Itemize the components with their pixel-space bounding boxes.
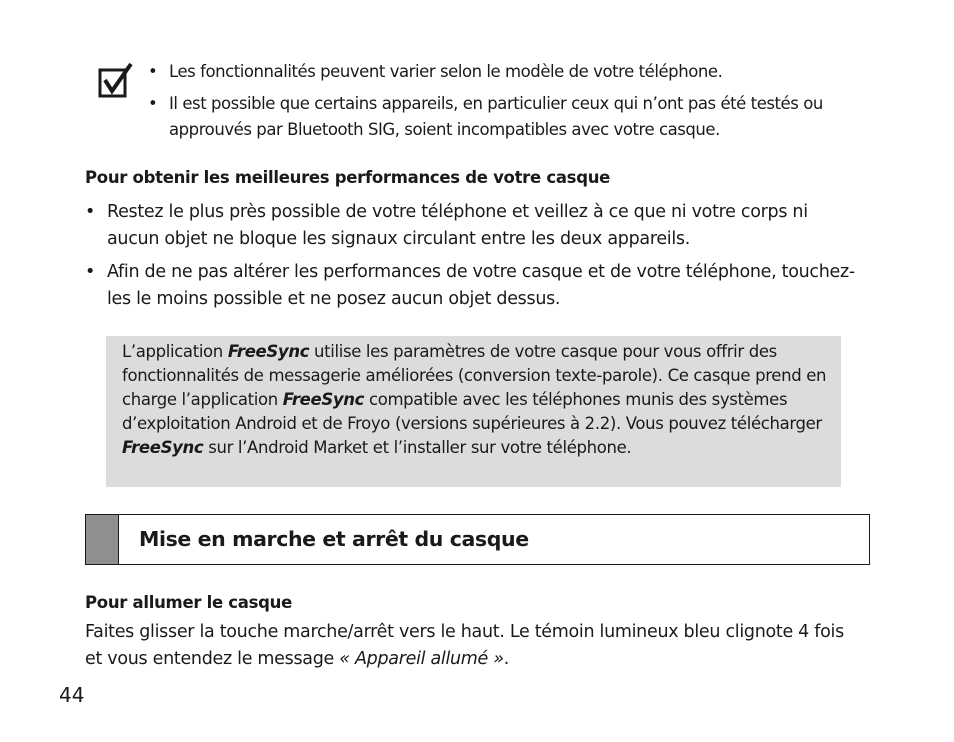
- power-on-message: « Appareil allumé »: [339, 649, 504, 669]
- info-text: compatible avec les téléphones munis des systèmes d’exploitation Android et de Froyo (versions supérieures à 2.2). Vous pouvez télécharger: [122, 390, 822, 433]
- power-on-instruction: Faites glisser la touche marche/arrêt vers le haut. Le témoin lumineux bleu clignote 4 fois et vous entendez le message: [85, 622, 844, 669]
- page-number: 44: [59, 683, 85, 707]
- note-list: [148, 59, 868, 149]
- freesync-brand: FreeSync: [227, 342, 310, 361]
- power-on-heading: Pour allumer le casque: [85, 593, 292, 612]
- performance-item: • Afin de ne pas altérer les performances de votre casque et de votre téléphone, touchez-les le moins possible et ne posez aucun objet dessus.: [85, 259, 855, 313]
- freesync-brand: FreeSync: [282, 390, 365, 409]
- section-marker: [86, 515, 119, 564]
- section-header: [85, 514, 870, 565]
- note-item: • Il est possible que certains appareils, en particulier ceux qui n’ont pas été testés ou approuvés par Bluetooth SIG, soient incompatibles avec votre casque.: [148, 91, 868, 143]
- freesync-info-box: [106, 336, 841, 487]
- power-on-text: [85, 619, 865, 673]
- performance-list: [85, 199, 855, 319]
- section-title: Mise en marche et arrêt du casque: [139, 527, 529, 551]
- freesync-brand: FreeSync: [122, 438, 204, 457]
- performance-heading: Pour obtenir les meilleures performances de votre casque: [85, 168, 611, 187]
- info-text: L’application: [122, 342, 228, 361]
- note-item: • Les fonctionnalités peuvent varier selon le modèle de votre téléphone.: [148, 59, 868, 85]
- performance-item: • Restez le plus près possible de votre téléphone et veillez à ce que ni votre corps ni aucun objet ne bloque les signaux circulant entre les deux appareils.: [85, 199, 855, 253]
- checkbox-note-icon: [98, 62, 134, 98]
- power-on-end: .: [503, 649, 510, 669]
- info-text: sur l’Android Market et l’installer sur votre téléphone.: [203, 438, 632, 457]
- info-text: utilise les paramètres de votre casque pour vous offrir des fonctionnalités de messagerie améliorées (conversion texte-parole). Ce casque prend en charge l’application: [122, 342, 827, 409]
